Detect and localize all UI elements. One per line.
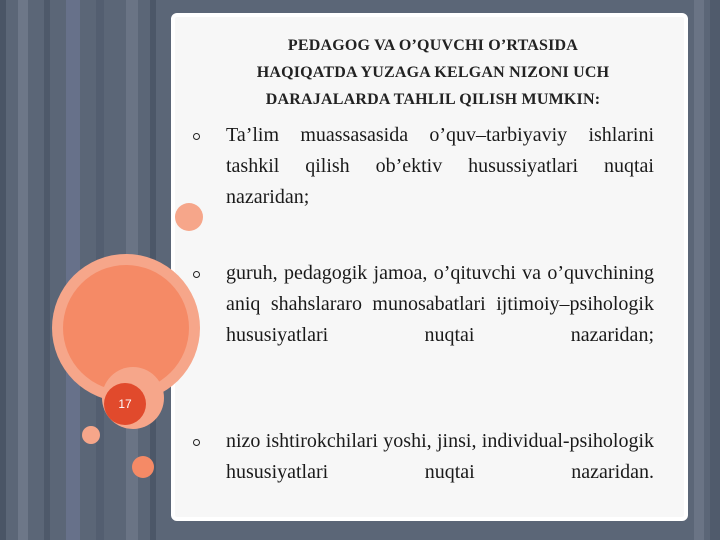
bullet-text: Ta’lim muassasasida o’quv–tarbiyaviy ishlarini tashkil qilish ob’ektiv husussiyatlari nuqtai nazaridan; — [226, 124, 654, 208]
background-stripe — [44, 0, 50, 540]
bullet-item — [190, 426, 654, 519]
background-stripe — [710, 0, 720, 540]
bullet-icon — [193, 439, 200, 446]
slide-title — [198, 32, 668, 113]
bullet-item — [190, 258, 654, 382]
slide-title-line: DARAJALARDA TAHLIL QILISH MUMKIN: — [265, 91, 601, 108]
bullet-icon — [193, 271, 200, 278]
decorative-circle — [132, 456, 154, 478]
background-stripe — [694, 0, 704, 540]
slide-title-line: HAQIQATDA YUZAGA KELGAN NIZONI UCH — [256, 64, 610, 81]
bullet-text: nizo ishtirokchilari yoshi, jinsi, individual-psihologik hususiyatlari nuqtai nazaridan. — [226, 430, 654, 483]
background-stripe — [0, 0, 6, 540]
bullet-icon — [193, 133, 200, 140]
bullet-item — [190, 120, 654, 244]
decorative-circle — [82, 426, 100, 444]
slide-title-line: PEDAGOG VA O’QUVCHI O’RTASIDA — [287, 37, 579, 54]
background-stripe — [18, 0, 28, 540]
bullet-text: guruh, pedagogik jamoa, o’qituvchi va o’quvchining aniq shahslararo munosabatlari ijtimoiy–psihologik hususiyatlari nuqtai nazaridan; — [226, 262, 654, 346]
page-number: 17 — [104, 383, 146, 425]
